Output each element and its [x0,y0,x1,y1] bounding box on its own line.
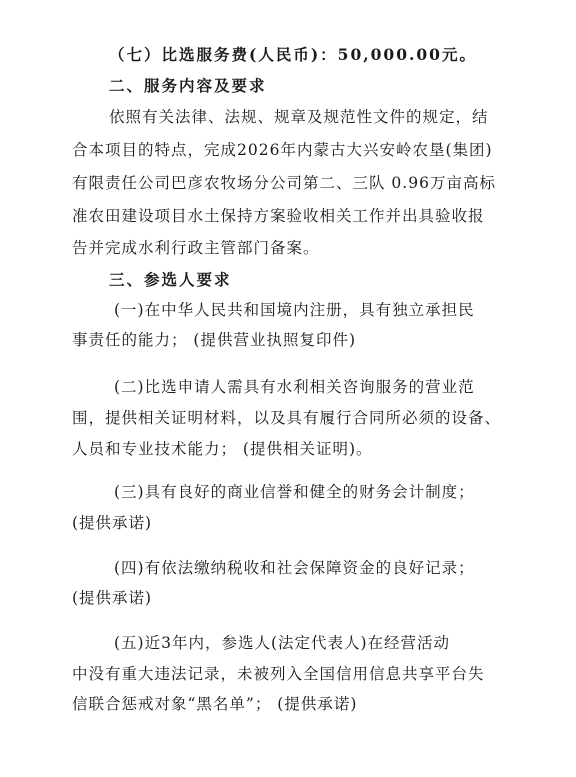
body-line: 准农田建设项目水土保持方案验收相关工作并出具验收报 [72,207,485,225]
body-line: 告并完成水利行政主管部门备案。 [72,239,320,257]
requirement-line: (五)近3年内，参选人(法定代表人)在经营活动 [114,634,451,652]
body-line: 合本项目的特点，完成2026年内蒙古大兴安岭农垦(集团) [72,141,493,159]
requirement-line: (提供承诺) [72,514,153,532]
requirement-line: 围，提供相关证明材料，以及具有履行合同所必须的设备、 [72,409,502,427]
section-heading-requirements: 三、参选人要求 [109,270,232,289]
requirement-line: 信联合惩戒对象“黑名单”； (提供承诺) [72,695,358,713]
requirement-line: (提供承诺) [72,589,153,607]
requirement-line: (一)在中华人民共和国境内注册，具有独立承担民 [114,301,475,319]
body-line: 依照有关法律、法规、规章及规范性文件的规定，结 [109,108,489,126]
body-line: 有限责任公司巴彦农牧场分公司第二、三队 0.96万亩高标 [72,174,496,192]
requirement-line: 事责任的能力； (提供营业执照复印件) [72,331,357,349]
requirement-line: (二)比选申请人需具有水利相关咨询服务的营业范 [114,378,475,396]
requirement-line: (三)具有良好的商业信誉和健全的财务会计制度； [114,483,475,501]
fee-line: （七）比选服务费(人民币)：50,000.00元。 [109,45,477,64]
requirement-line: 中没有重大违法记录，未被列入全国信用信息共享平台失 [72,665,485,683]
requirement-line: (四)有依法缴纳税收和社会保障资金的良好记录； [114,559,475,577]
requirement-line: 人员和专业技术能力； (提供相关证明)。 [72,440,373,458]
section-heading-service: 二、服务内容及要求 [109,76,267,95]
